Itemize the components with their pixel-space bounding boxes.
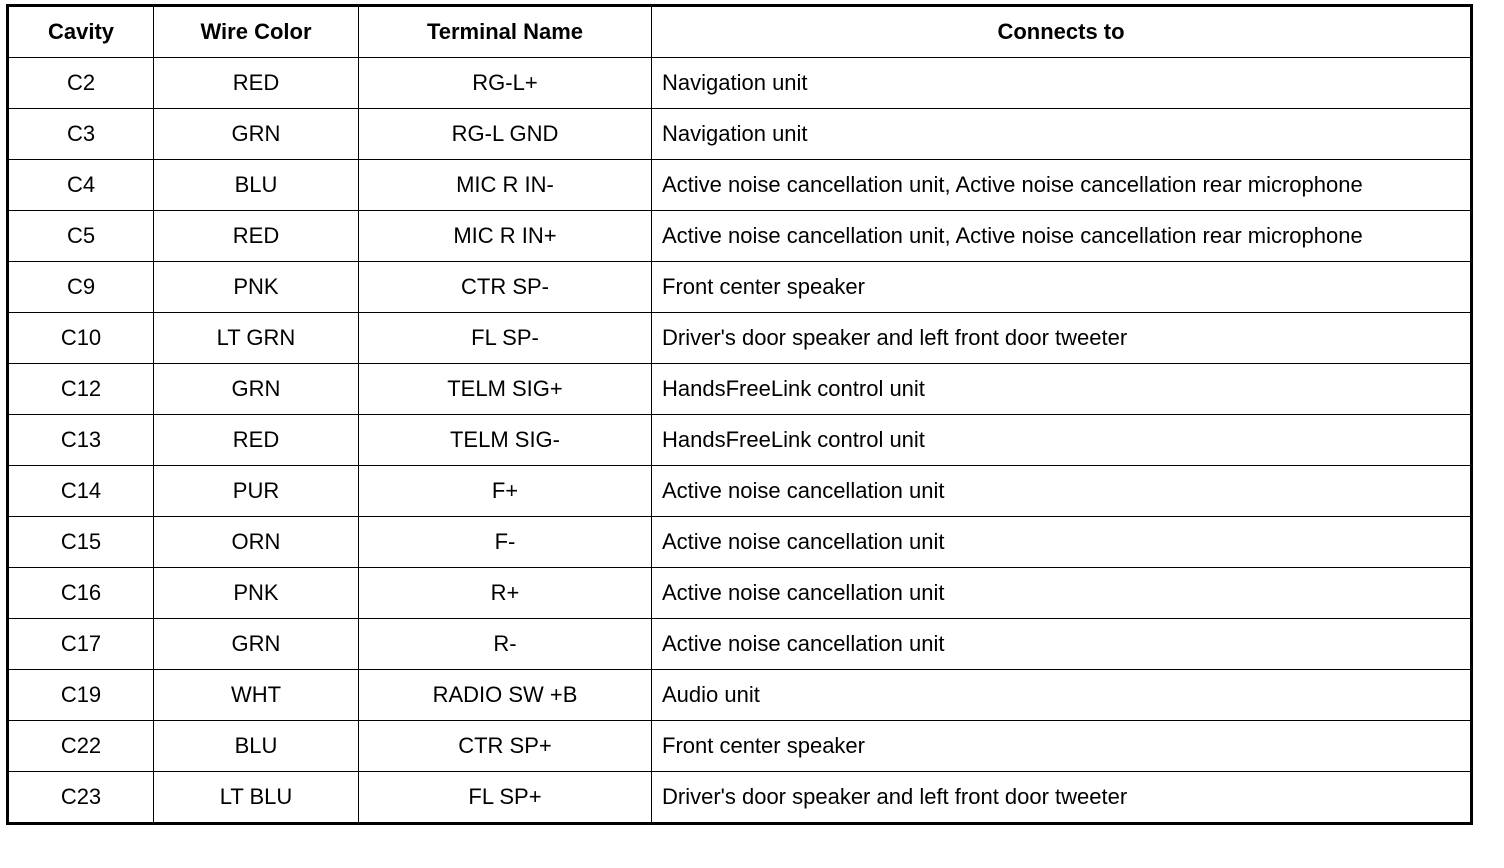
cell-cavity: C14	[8, 466, 154, 517]
cell-connects-to: Front center speaker	[652, 721, 1472, 772]
cell-cavity: C12	[8, 364, 154, 415]
cell-cavity: C9	[8, 262, 154, 313]
table-row	[8, 568, 1472, 619]
cell-wire-color: GRN	[154, 364, 359, 415]
table-row	[8, 109, 1472, 160]
cell-wire-color: RED	[154, 58, 359, 109]
cell-terminal-name: MIC R IN+	[359, 211, 652, 262]
cell-connects-to: HandsFreeLink control unit	[652, 364, 1472, 415]
cell-cavity: C15	[8, 517, 154, 568]
cell-terminal-name: R-	[359, 619, 652, 670]
cell-terminal-name: CTR SP+	[359, 721, 652, 772]
table-row	[8, 466, 1472, 517]
cell-terminal-name: RADIO SW +B	[359, 670, 652, 721]
cell-cavity: C13	[8, 415, 154, 466]
cell-terminal-name: MIC R IN-	[359, 160, 652, 211]
cell-terminal-name: FL SP-	[359, 313, 652, 364]
header-cavity: Cavity	[8, 6, 154, 58]
table-row	[8, 364, 1472, 415]
cell-terminal-name: CTR SP-	[359, 262, 652, 313]
cell-wire-color: GRN	[154, 109, 359, 160]
cell-terminal-name: TELM SIG+	[359, 364, 652, 415]
connector-table-container	[6, 4, 1470, 825]
table-row	[8, 772, 1472, 824]
cell-wire-color: PUR	[154, 466, 359, 517]
cell-connects-to: Front center speaker	[652, 262, 1472, 313]
cell-wire-color: RED	[154, 211, 359, 262]
connector-pinout-table	[6, 4, 1473, 825]
table-row	[8, 721, 1472, 772]
cell-connects-to: Navigation unit	[652, 58, 1472, 109]
table-row	[8, 262, 1472, 313]
cell-cavity: C5	[8, 211, 154, 262]
cell-wire-color: PNK	[154, 568, 359, 619]
cell-wire-color: BLU	[154, 160, 359, 211]
cell-cavity: C23	[8, 772, 154, 824]
cell-wire-color: LT BLU	[154, 772, 359, 824]
cell-cavity: C22	[8, 721, 154, 772]
cell-cavity: C2	[8, 58, 154, 109]
cell-connects-to: Active noise cancellation unit	[652, 568, 1472, 619]
cell-cavity: C17	[8, 619, 154, 670]
cell-connects-to: Audio unit	[652, 670, 1472, 721]
cell-terminal-name: TELM SIG-	[359, 415, 652, 466]
header-terminal-name: Terminal Name	[359, 6, 652, 58]
cell-connects-to: Active noise cancellation unit	[652, 466, 1472, 517]
cell-terminal-name: RG-L+	[359, 58, 652, 109]
table-header-row	[8, 6, 1472, 58]
cell-wire-color: PNK	[154, 262, 359, 313]
header-wire-color: Wire Color	[154, 6, 359, 58]
table-row	[8, 160, 1472, 211]
cell-wire-color: RED	[154, 415, 359, 466]
cell-connects-to: Active noise cancellation unit	[652, 619, 1472, 670]
table-row	[8, 670, 1472, 721]
cell-connects-to: Driver's door speaker and left front door tweeter	[652, 772, 1472, 824]
cell-wire-color: WHT	[154, 670, 359, 721]
cell-cavity: C3	[8, 109, 154, 160]
cell-wire-color: ORN	[154, 517, 359, 568]
cell-cavity: C10	[8, 313, 154, 364]
cell-wire-color: BLU	[154, 721, 359, 772]
cell-connects-to: HandsFreeLink control unit	[652, 415, 1472, 466]
cell-terminal-name: FL SP+	[359, 772, 652, 824]
table-row	[8, 211, 1472, 262]
table-row	[8, 415, 1472, 466]
cell-cavity: C16	[8, 568, 154, 619]
cell-wire-color: LT GRN	[154, 313, 359, 364]
table-row	[8, 58, 1472, 109]
cell-connects-to: Active noise cancellation unit	[652, 517, 1472, 568]
cell-terminal-name: R+	[359, 568, 652, 619]
cell-terminal-name: F+	[359, 466, 652, 517]
cell-terminal-name: RG-L GND	[359, 109, 652, 160]
cell-cavity: C4	[8, 160, 154, 211]
table-row	[8, 619, 1472, 670]
cell-wire-color: GRN	[154, 619, 359, 670]
table-row	[8, 517, 1472, 568]
cell-connects-to: Active noise cancellation unit, Active noise cancellation rear microphone	[652, 160, 1472, 211]
cell-connects-to: Navigation unit	[652, 109, 1472, 160]
cell-terminal-name: F-	[359, 517, 652, 568]
header-connects-to: Connects to	[652, 6, 1472, 58]
table-row	[8, 313, 1472, 364]
cell-connects-to: Active noise cancellation unit, Active noise cancellation rear microphone	[652, 211, 1472, 262]
cell-cavity: C19	[8, 670, 154, 721]
cell-connects-to: Driver's door speaker and left front door tweeter	[652, 313, 1472, 364]
